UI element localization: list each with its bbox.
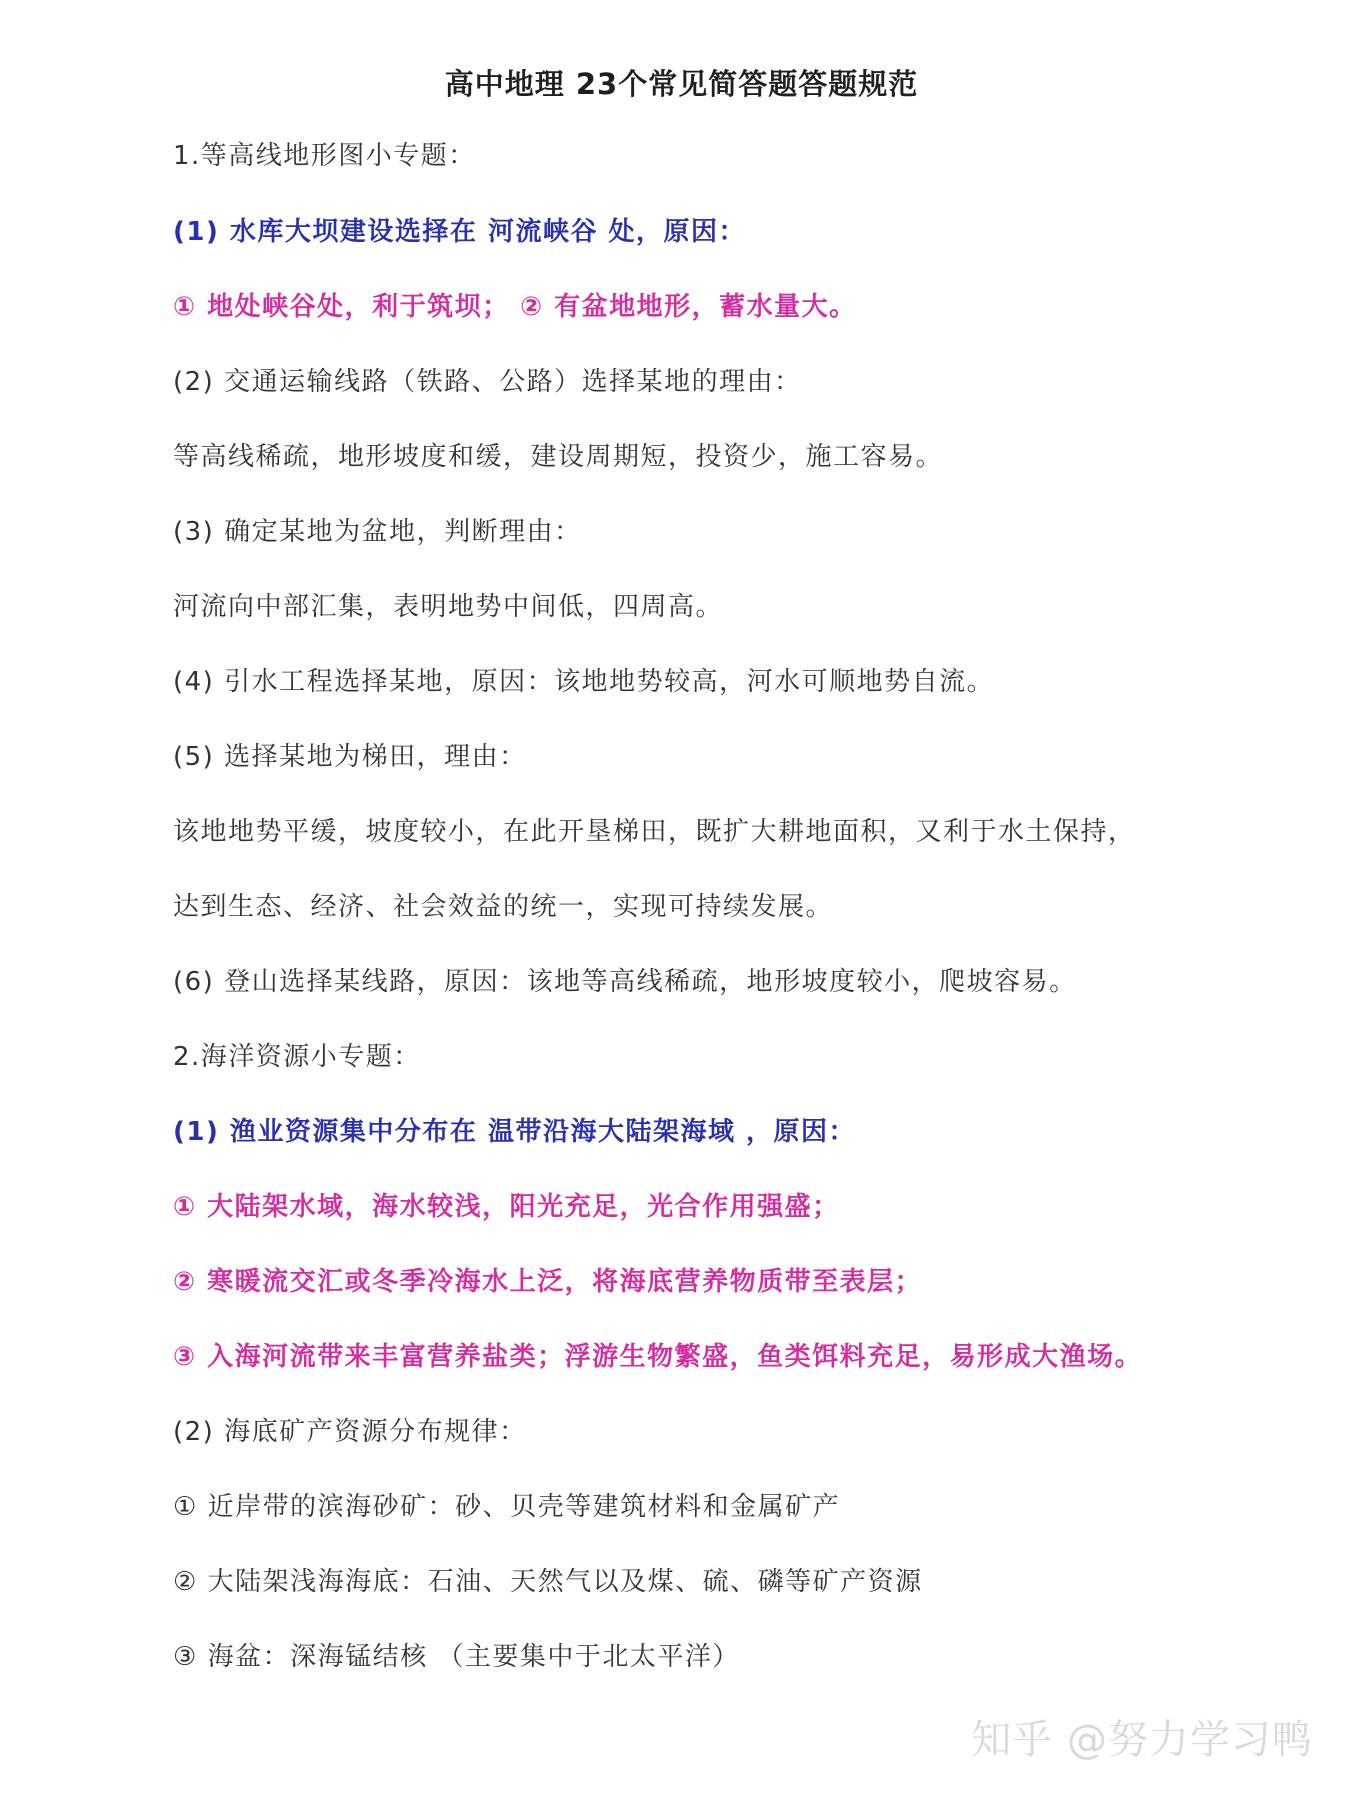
answer-line: 河流向中部汇集，表明地势中间低，四周高。 (173, 592, 724, 622)
answer-line: 该地地势平缓，坡度较小，在此开垦梯田，既扩大耕地面积，又利于水土保持， (173, 817, 1136, 847)
document-title: 高中地理 23个常见简答题答题规范 (444, 67, 919, 101)
answer-line: ③ 海盆：深海锰结核 （主要集中于北太平洋） (173, 1642, 740, 1672)
answer-line: ① 近岸带的滨海砂矿：砂、贝壳等建筑材料和金属矿产 (173, 1492, 841, 1522)
question-line: (2) 海底矿产资源分布规律： (173, 1417, 527, 1447)
answer-line: ③ 入海河流带来丰富营养盐类；浮游生物繁盛，鱼类饵料充足，易形成大渔场。 (173, 1342, 1143, 1372)
question-line: (1) 渔业资源集中分布在 温带沿海大陆架海域 ，原因： (173, 1117, 857, 1147)
answer-line: ② 大陆架浅海海底：石油、天然气以及煤、硫、磷等矿产资源 (173, 1567, 923, 1597)
answer-line: ① 大陆架水域，海水较浅，阳光充足，光合作用强盛； (173, 1192, 840, 1222)
question-line: (3) 确定某地为盆地，判断理由： (173, 517, 582, 547)
answer-line: 等高线稀疏，地形坡度和缓，建设周期短，投资少，施工容易。 (173, 442, 944, 472)
question-line: (1) 水库大坝建设选择在 河流峡谷 处，原因： (173, 217, 747, 247)
answer-line: ② 寒暖流交汇或冬季冷海水上泛，将海底营养物质带至表层； (173, 1267, 923, 1297)
question-line: (4) 引水工程选择某地，原因：该地地势较高，河水可顺地势自流。 (173, 667, 995, 697)
question-line: (6) 登山选择某线路，原因：该地等高线稀疏，地形坡度较小，爬坡容易。 (173, 967, 1077, 997)
section-heading: 1.等高线地形图小专题： (173, 141, 476, 171)
answer-line: 达到生态、经济、社会效益的统一，实现可持续发展。 (173, 892, 834, 922)
answer-line: ① 地处峡谷处，利于筑坝； ② 有盆地地形，蓄水量大。 (173, 292, 857, 322)
section-heading: 2.海洋资源小专题： (173, 1042, 421, 1072)
question-line: (5) 选择某地为梯田，理由： (173, 742, 527, 772)
question-line: (2) 交通运输线路（铁路、公路）选择某地的理由： (173, 367, 802, 397)
watermark: 知乎 @努力学习鸭 (971, 1717, 1313, 1763)
